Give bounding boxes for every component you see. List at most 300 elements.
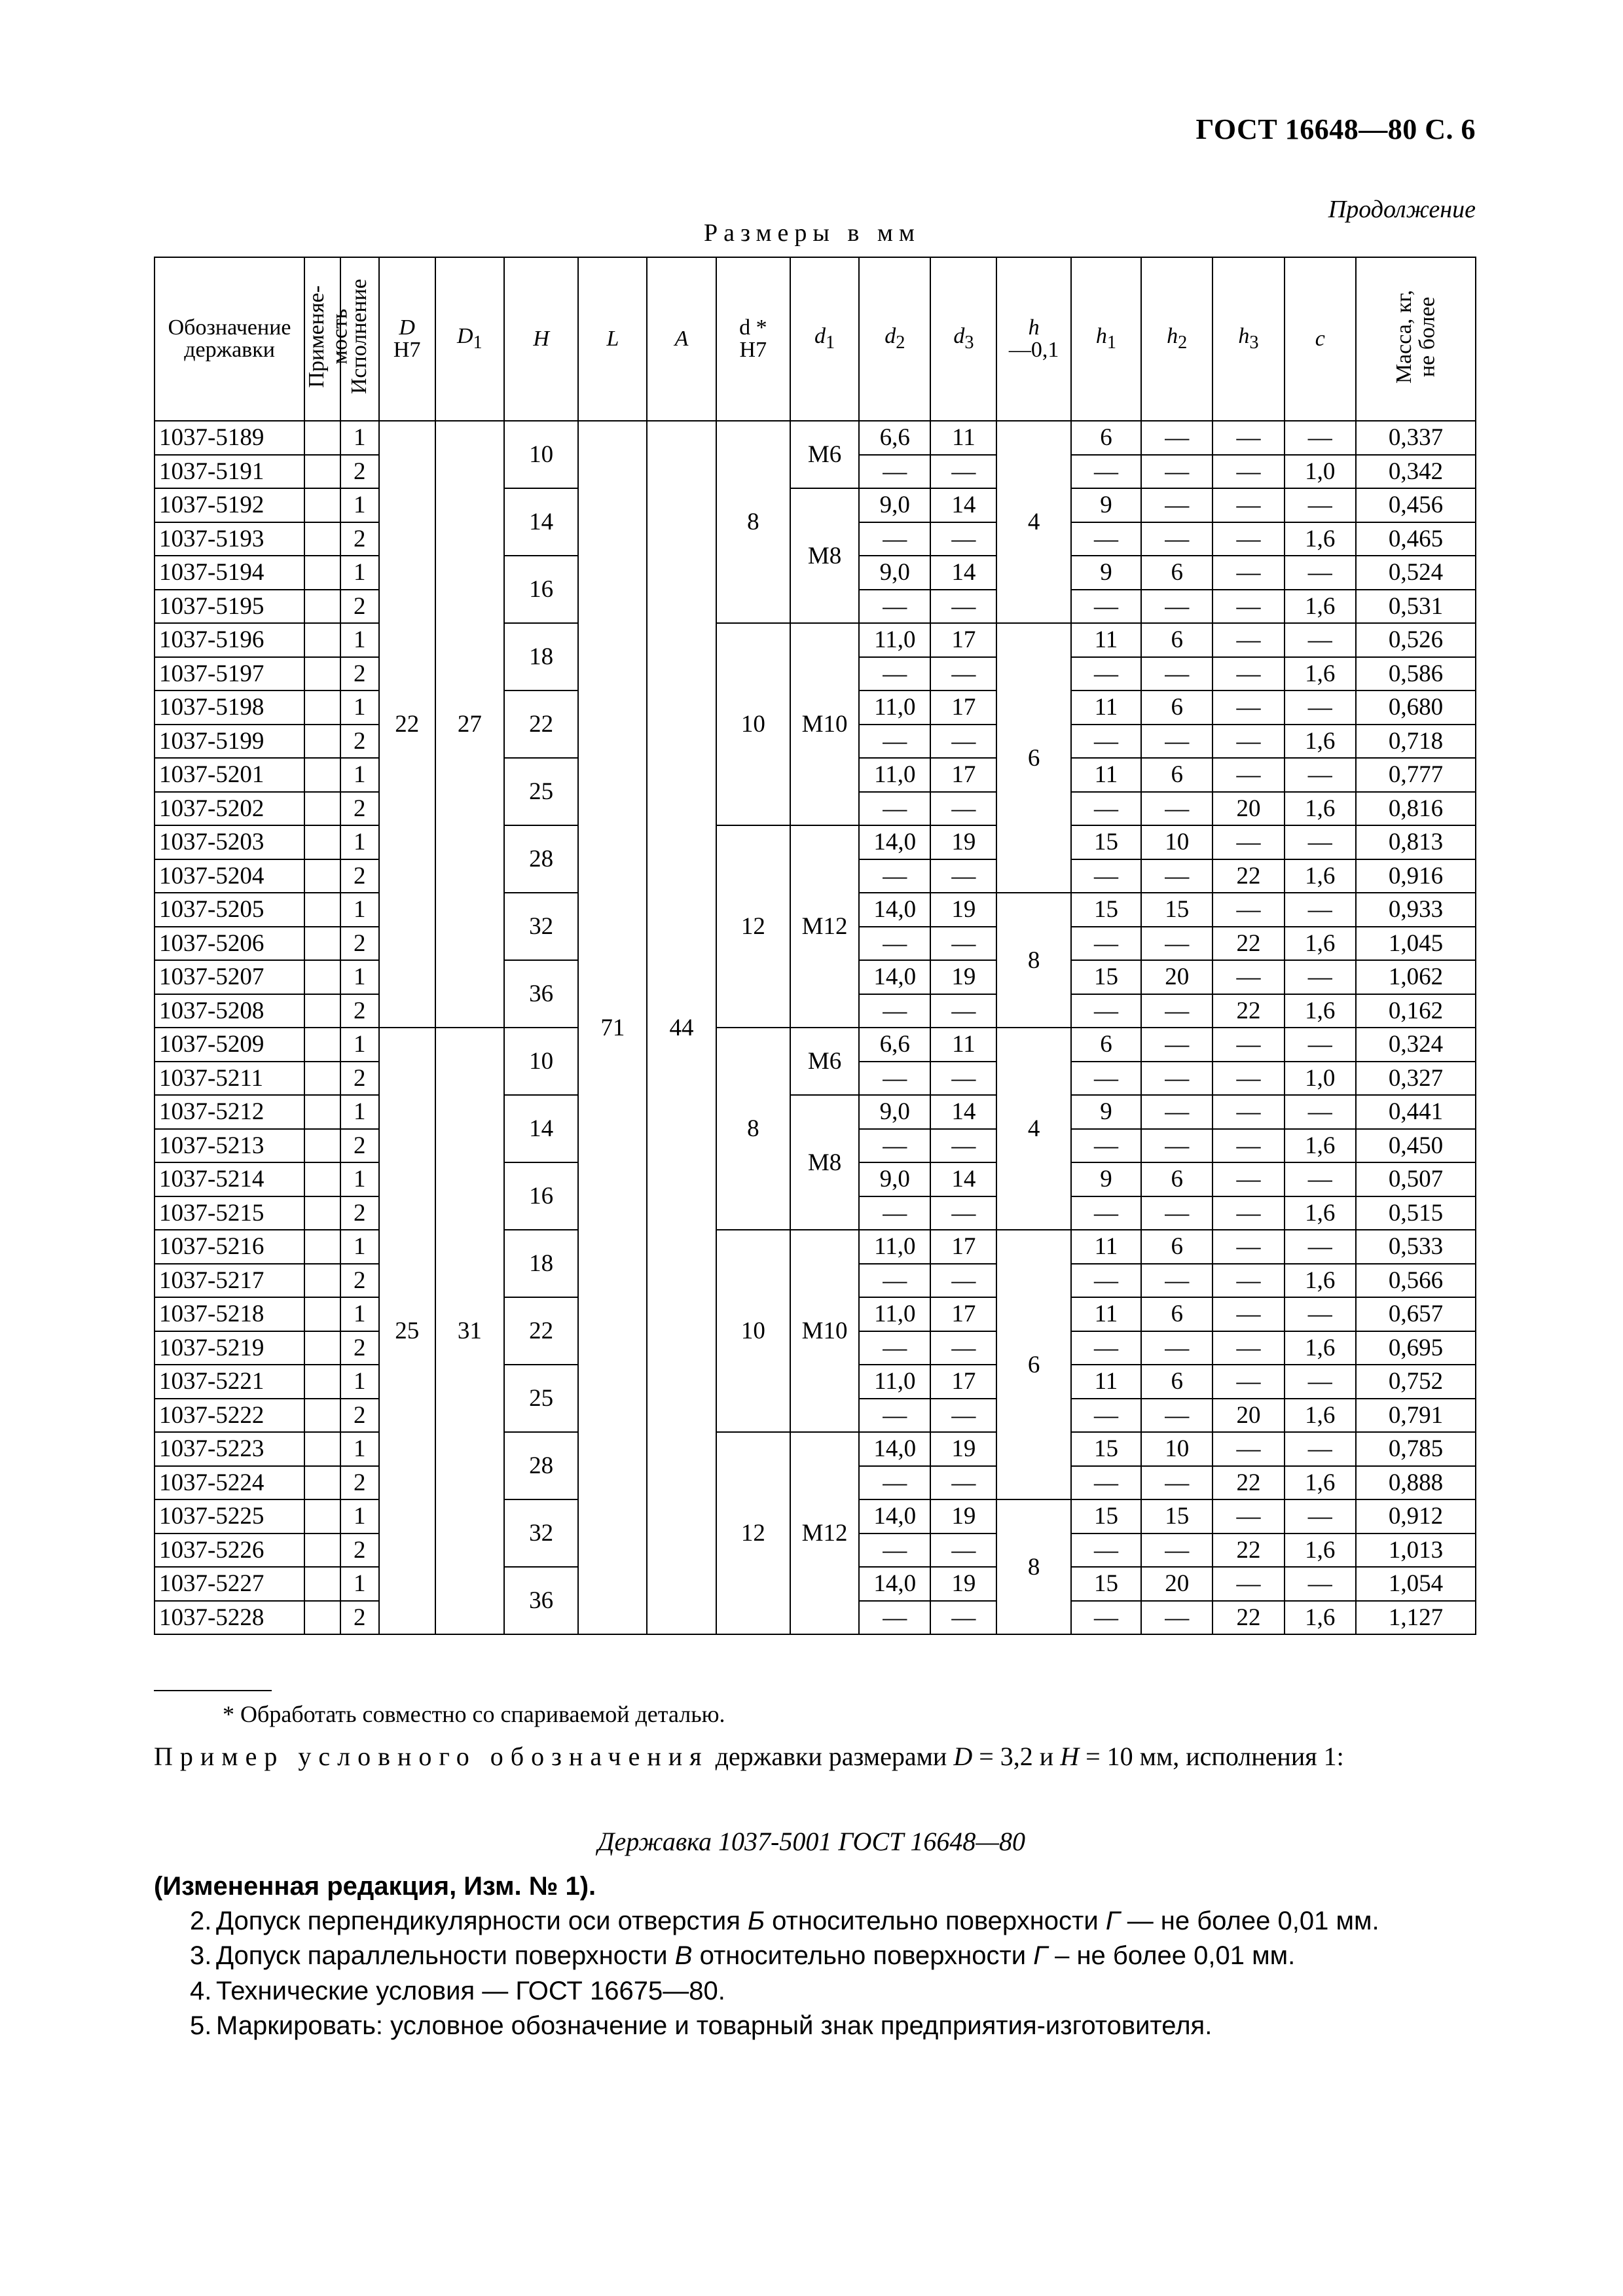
cell-version: 2 (340, 1264, 379, 1298)
cell-h1: 15 (1071, 1432, 1141, 1466)
cell-c: 1,6 (1285, 859, 1356, 893)
cell-h3: — (1213, 1196, 1284, 1230)
continuation-label: Продолжение (1328, 196, 1476, 223)
cell-d1: М6 (790, 1028, 859, 1095)
cell-designation: 1037-5216 (155, 1230, 304, 1264)
cell-version: 1 (340, 893, 379, 927)
designation-example (154, 1740, 1476, 1773)
cell-h2: 15 (1141, 1499, 1213, 1534)
cell-d1: М12 (790, 825, 859, 1028)
cell-mass: 0,456 (1356, 488, 1476, 522)
cell-applicability (304, 421, 340, 455)
cell-h1: 15 (1071, 960, 1141, 994)
cell-version: 2 (340, 927, 379, 961)
cell-d2: — (859, 927, 930, 961)
cell-designation: 1037-5225 (155, 1499, 304, 1534)
cell-h3: — (1213, 1264, 1284, 1298)
cell-designation: 1037-5222 (155, 1399, 304, 1433)
cell-version: 2 (340, 1534, 379, 1568)
cell-D1: 27 (435, 421, 504, 1028)
cell-h1: — (1071, 1264, 1141, 1298)
cell-h1: 11 (1071, 691, 1141, 725)
cell-d2: 11,0 (859, 691, 930, 725)
example-var-d: D (953, 1742, 973, 1771)
cell-d3: — (930, 994, 996, 1028)
header-L: L (578, 257, 647, 421)
header-D1: $D_1$ (435, 257, 504, 421)
cell-mass: 0,450 (1356, 1129, 1476, 1163)
cell-designation: 1037-5191 (155, 455, 304, 489)
cell-h2: — (1141, 1264, 1213, 1298)
header-applicability: Применяе- мость (304, 257, 340, 421)
note-text: – не более 0,01 мм. (1047, 1941, 1296, 1971)
cell-d: 10 (716, 1230, 791, 1432)
cell-h3: — (1213, 455, 1284, 489)
cell-version: 1 (340, 623, 379, 657)
cell-h3: — (1213, 1331, 1284, 1365)
cell-h3: 22 (1213, 859, 1284, 893)
cell-c: 1,6 (1285, 725, 1356, 759)
cell-version: 2 (340, 1601, 379, 1635)
cell-h1: — (1071, 1331, 1141, 1365)
cell-H: 16 (504, 1162, 579, 1230)
cell-h2: 10 (1141, 825, 1213, 859)
cell-h1: 9 (1071, 488, 1141, 522)
cell-h3: — (1213, 1297, 1284, 1331)
cell-H: 32 (504, 1499, 579, 1567)
cell-H: 10 (504, 421, 579, 488)
cell-applicability (304, 1365, 340, 1399)
cell-h1: — (1071, 657, 1141, 691)
cell-d3: 14 (930, 1162, 996, 1196)
cell-d3: 17 (930, 1297, 996, 1331)
cell-h3: — (1213, 1062, 1284, 1096)
cell-h2: — (1141, 1028, 1213, 1062)
note-text: Допуск перпендикулярности оси отверстия (216, 1907, 748, 1936)
header-d: d * H7 (716, 257, 791, 421)
cell-version: 2 (340, 1196, 379, 1230)
footnote: * Обработать совместно со спариваемой деталью. (223, 1701, 725, 1727)
cell-designation: 1037-5192 (155, 488, 304, 522)
cell-d3: — (930, 725, 996, 759)
cell-c: — (1285, 1432, 1356, 1466)
note-text: — не более 0,01 мм. (1120, 1907, 1379, 1936)
cell-mass: 1,127 (1356, 1601, 1476, 1635)
cell-h3: — (1213, 522, 1284, 556)
note-var: Г (1033, 1941, 1048, 1971)
cell-h1: 11 (1071, 1365, 1141, 1399)
cell-designation: 1037-5199 (155, 725, 304, 759)
cell-h3: — (1213, 758, 1284, 792)
note-item (154, 1974, 1529, 2009)
cell-c: 1,6 (1285, 657, 1356, 691)
cell-designation: 1037-5203 (155, 825, 304, 859)
cell-applicability (304, 859, 340, 893)
cell-c: 1,0 (1285, 1062, 1356, 1096)
cell-h2: — (1141, 488, 1213, 522)
header-d3: $d_3$ (930, 257, 996, 421)
cell-mass: 0,507 (1356, 1162, 1476, 1196)
cell-applicability (304, 1297, 340, 1331)
cell-H: 36 (504, 960, 579, 1028)
cell-h1: — (1071, 792, 1141, 826)
cell-mass: 0,777 (1356, 758, 1476, 792)
cell-applicability (304, 1331, 340, 1365)
cell-applicability (304, 994, 340, 1028)
cell-h1: 15 (1071, 1567, 1141, 1601)
cell-applicability (304, 488, 340, 522)
cell-A: 44 (647, 421, 716, 1634)
cell-designation: 1037-5206 (155, 927, 304, 961)
cell-designation: 1037-5202 (155, 792, 304, 826)
cell-d2: 14,0 (859, 960, 930, 994)
cell-version: 1 (340, 1297, 379, 1331)
cell-version: 1 (340, 758, 379, 792)
note-item (154, 2009, 1529, 2043)
cell-h1: — (1071, 1196, 1141, 1230)
cell-version: 1 (340, 960, 379, 994)
example-text: державки размерами (708, 1742, 954, 1771)
cell-h1: — (1071, 1466, 1141, 1500)
header-d1: $d_1$ (790, 257, 859, 421)
cell-h1: — (1071, 927, 1141, 961)
cell-designation: 1037-5195 (155, 590, 304, 624)
cell-d3: 17 (930, 758, 996, 792)
cell-d2: — (859, 1399, 930, 1433)
cell-h1: — (1071, 1399, 1141, 1433)
cell-designation: 1037-5228 (155, 1601, 304, 1635)
cell-mass: 0,933 (1356, 893, 1476, 927)
cell-h2: 6 (1141, 1230, 1213, 1264)
cell-d3: 17 (930, 1230, 996, 1264)
cell-d2: 11,0 (859, 758, 930, 792)
cell-h3: — (1213, 421, 1284, 455)
note-number: 3. (190, 1941, 212, 1971)
cell-applicability (304, 1162, 340, 1196)
cell-mass: 0,912 (1356, 1499, 1476, 1534)
cell-d3: 17 (930, 691, 996, 725)
cell-c: — (1285, 1162, 1356, 1196)
cell-c: — (1285, 1230, 1356, 1264)
cell-mass: 1,062 (1356, 960, 1476, 994)
cell-H: 36 (504, 1567, 579, 1634)
cell-c: 1,6 (1285, 1129, 1356, 1163)
cell-applicability (304, 1399, 340, 1433)
cell-applicability (304, 1432, 340, 1466)
note-item (154, 1939, 1529, 1973)
cell-H: 10 (504, 1028, 579, 1095)
cell-applicability (304, 623, 340, 657)
note-text: относительно поверхности (692, 1941, 1034, 1971)
cell-version: 2 (340, 725, 379, 759)
cell-d2: 6,6 (859, 1028, 930, 1062)
cell-h1: 11 (1071, 1297, 1141, 1331)
cell-d2: — (859, 1129, 930, 1163)
cell-h: 4 (996, 1028, 1071, 1230)
cell-d: 8 (716, 421, 791, 623)
cell-d2: 9,0 (859, 556, 930, 590)
cell-h1: 9 (1071, 1162, 1141, 1196)
cell-version: 1 (340, 1365, 379, 1399)
notes-list (154, 1869, 1529, 2043)
cell-designation: 1037-5214 (155, 1162, 304, 1196)
cell-h3: — (1213, 1162, 1284, 1196)
cell-h1: — (1071, 1534, 1141, 1568)
cell-d2: — (859, 1196, 930, 1230)
cell-d2: — (859, 994, 930, 1028)
cell-h1: — (1071, 1129, 1141, 1163)
header-D: D H7 (379, 257, 435, 421)
header-h3: $h_3$ (1213, 257, 1284, 421)
note-text: относительно поверхности (765, 1907, 1106, 1936)
cell-h: 8 (996, 1499, 1071, 1634)
cell-d3: — (930, 1331, 996, 1365)
cell-H: 25 (504, 758, 579, 825)
cell-h3: — (1213, 590, 1284, 624)
cell-d3: — (930, 1534, 996, 1568)
cell-h1: 9 (1071, 1095, 1141, 1129)
cell-version: 2 (340, 1062, 379, 1096)
table-row (155, 421, 1476, 455)
cell-h3: — (1213, 488, 1284, 522)
cell-h1: — (1071, 1062, 1141, 1096)
cell-applicability (304, 1095, 340, 1129)
cell-d2: — (859, 792, 930, 826)
cell-h1: — (1071, 590, 1141, 624)
cell-h1: — (1071, 522, 1141, 556)
cell-version: 1 (340, 421, 379, 455)
cell-d3: 11 (930, 421, 996, 455)
note-text: Допуск параллельности поверхности (216, 1941, 675, 1971)
cell-H: 14 (504, 488, 579, 556)
cell-mass: 1,013 (1356, 1534, 1476, 1568)
cell-c: — (1285, 960, 1356, 994)
cell-h: 8 (996, 893, 1071, 1028)
cell-h2: — (1141, 1062, 1213, 1096)
cell-d2: — (859, 1062, 930, 1096)
cell-applicability (304, 657, 340, 691)
cell-designation: 1037-5226 (155, 1534, 304, 1568)
cell-h2: — (1141, 522, 1213, 556)
cell-version: 1 (340, 1432, 379, 1466)
cell-d3: 19 (930, 893, 996, 927)
cell-version: 2 (340, 1466, 379, 1500)
example-var-h: H (1060, 1742, 1080, 1771)
table-row (155, 623, 1476, 657)
cell-h3: 20 (1213, 792, 1284, 826)
footnote-rule (154, 1690, 272, 1691)
cell-version: 1 (340, 556, 379, 590)
cell-mass: 0,916 (1356, 859, 1476, 893)
cell-d3: — (930, 1264, 996, 1298)
cell-applicability (304, 1601, 340, 1635)
cell-mass: 0,791 (1356, 1399, 1476, 1433)
cell-h2: — (1141, 725, 1213, 759)
cell-version: 2 (340, 994, 379, 1028)
note-text: Технические условия — ГОСТ 16675—80. (216, 1976, 725, 2005)
cell-mass: 0,752 (1356, 1365, 1476, 1399)
cell-c: 1,6 (1285, 792, 1356, 826)
cell-h2: — (1141, 927, 1213, 961)
page-header-title: ГОСТ 16648—80 С. 6 (1195, 113, 1476, 145)
cell-h3: — (1213, 1365, 1284, 1399)
cell-d3: — (930, 1129, 996, 1163)
cell-h2: — (1141, 455, 1213, 489)
cell-d3: — (930, 590, 996, 624)
cell-c: 1,6 (1285, 1264, 1356, 1298)
cell-h3: — (1213, 1230, 1284, 1264)
cell-d2: 9,0 (859, 1162, 930, 1196)
cell-applicability (304, 1264, 340, 1298)
cell-d2: 9,0 (859, 488, 930, 522)
cell-c: — (1285, 421, 1356, 455)
cell-H: 18 (504, 1230, 579, 1297)
cell-d3: 14 (930, 1095, 996, 1129)
cell-h3: 22 (1213, 1466, 1284, 1500)
cell-mass: 0,324 (1356, 1028, 1476, 1062)
header-version: Исполнение (340, 257, 379, 421)
cell-applicability (304, 1534, 340, 1568)
holder-dimensions-table (154, 257, 1476, 1635)
cell-h3: — (1213, 1095, 1284, 1129)
cell-h3: — (1213, 556, 1284, 590)
cell-h3: 22 (1213, 994, 1284, 1028)
example-designation: Державка 1037-5001 ГОСТ 16648—80 (598, 1827, 1025, 1856)
cell-h3: — (1213, 825, 1284, 859)
cell-version: 2 (340, 522, 379, 556)
sizes-caption: Размеры в мм (704, 219, 921, 247)
cell-d3: — (930, 1601, 996, 1635)
cell-h1: — (1071, 725, 1141, 759)
cell-c: 1,6 (1285, 1466, 1356, 1500)
cell-h3: — (1213, 657, 1284, 691)
table-header-row (155, 257, 1476, 421)
cell-h3: — (1213, 1499, 1284, 1534)
cell-applicability (304, 1567, 340, 1601)
cell-h3: — (1213, 623, 1284, 657)
cell-version: 1 (340, 691, 379, 725)
cell-h2: — (1141, 792, 1213, 826)
cell-h2: — (1141, 1331, 1213, 1365)
cell-h1: 9 (1071, 556, 1141, 590)
cell-d: 10 (716, 623, 791, 825)
cell-d2: — (859, 1331, 930, 1365)
cell-h2: — (1141, 657, 1213, 691)
cell-designation: 1037-5215 (155, 1196, 304, 1230)
cell-applicability (304, 556, 340, 590)
cell-d3: — (930, 1062, 996, 1096)
cell-mass: 0,566 (1356, 1264, 1476, 1298)
cell-mass: 0,515 (1356, 1196, 1476, 1230)
cell-designation: 1037-5212 (155, 1095, 304, 1129)
header-A: A (647, 257, 716, 421)
cell-designation: 1037-5223 (155, 1432, 304, 1466)
cell-c: — (1285, 1365, 1356, 1399)
note-var: Б (748, 1907, 765, 1936)
cell-applicability (304, 725, 340, 759)
cell-c: — (1285, 893, 1356, 927)
cell-c: — (1285, 1499, 1356, 1534)
cell-h2: 6 (1141, 556, 1213, 590)
cell-h2: 15 (1141, 893, 1213, 927)
cell-designation: 1037-5227 (155, 1567, 304, 1601)
table-row (155, 825, 1476, 859)
cell-h3: — (1213, 1129, 1284, 1163)
note-var: В (674, 1941, 693, 1971)
cell-d1: М10 (790, 623, 859, 825)
cell-h2: — (1141, 1129, 1213, 1163)
cell-h2: 6 (1141, 1365, 1213, 1399)
cell-d2: 14,0 (859, 825, 930, 859)
cell-designation: 1037-5205 (155, 893, 304, 927)
cell-h2: — (1141, 590, 1213, 624)
cell-mass: 0,888 (1356, 1466, 1476, 1500)
table-row (155, 1230, 1476, 1264)
cell-d3: 17 (930, 623, 996, 657)
cell-designation: 1037-5224 (155, 1466, 304, 1500)
cell-d: 12 (716, 1432, 791, 1634)
cell-d2: — (859, 1264, 930, 1298)
cell-applicability (304, 1028, 340, 1062)
cell-h1: — (1071, 859, 1141, 893)
cell-d3: 14 (930, 488, 996, 522)
cell-c: — (1285, 1297, 1356, 1331)
cell-h2: — (1141, 1601, 1213, 1635)
cell-h1: 15 (1071, 1499, 1141, 1534)
cell-mass: 0,524 (1356, 556, 1476, 590)
cell-c: — (1285, 1095, 1356, 1129)
table-row (155, 1095, 1476, 1129)
cell-d: 8 (716, 1028, 791, 1230)
cell-applicability (304, 590, 340, 624)
cell-d3: — (930, 859, 996, 893)
cell-d2: — (859, 1466, 930, 1500)
cell-h2: 6 (1141, 691, 1213, 725)
cell-h2: — (1141, 1466, 1213, 1500)
cell-d2: — (859, 455, 930, 489)
cell-d3: 14 (930, 556, 996, 590)
cell-h2: — (1141, 1095, 1213, 1129)
cell-mass: 0,785 (1356, 1432, 1476, 1466)
cell-d2: 14,0 (859, 893, 930, 927)
cell-c: — (1285, 691, 1356, 725)
table-row (155, 1432, 1476, 1466)
cell-d3: 17 (930, 1365, 996, 1399)
cell-h2: — (1141, 1399, 1213, 1433)
cell-H: 28 (504, 825, 579, 893)
cell-c: — (1285, 1567, 1356, 1601)
cell-applicability (304, 1499, 340, 1534)
cell-designation: 1037-5193 (155, 522, 304, 556)
cell-H: 16 (504, 556, 579, 623)
cell-applicability (304, 691, 340, 725)
cell-c: 1,0 (1285, 455, 1356, 489)
cell-mass: 0,657 (1356, 1297, 1476, 1331)
cell-applicability (304, 758, 340, 792)
cell-h2: 6 (1141, 758, 1213, 792)
cell-h: 6 (996, 1230, 1071, 1499)
cell-applicability (304, 1466, 340, 1500)
cell-d2: — (859, 1534, 930, 1568)
cell-designation: 1037-5219 (155, 1331, 304, 1365)
cell-H: 32 (504, 893, 579, 960)
cell-mass: 0,531 (1356, 590, 1476, 624)
cell-D: 25 (379, 1028, 435, 1634)
cell-d1: М12 (790, 1432, 859, 1634)
cell-designation: 1037-5198 (155, 691, 304, 725)
cell-mass: 1,045 (1356, 927, 1476, 961)
cell-version: 1 (340, 1095, 379, 1129)
